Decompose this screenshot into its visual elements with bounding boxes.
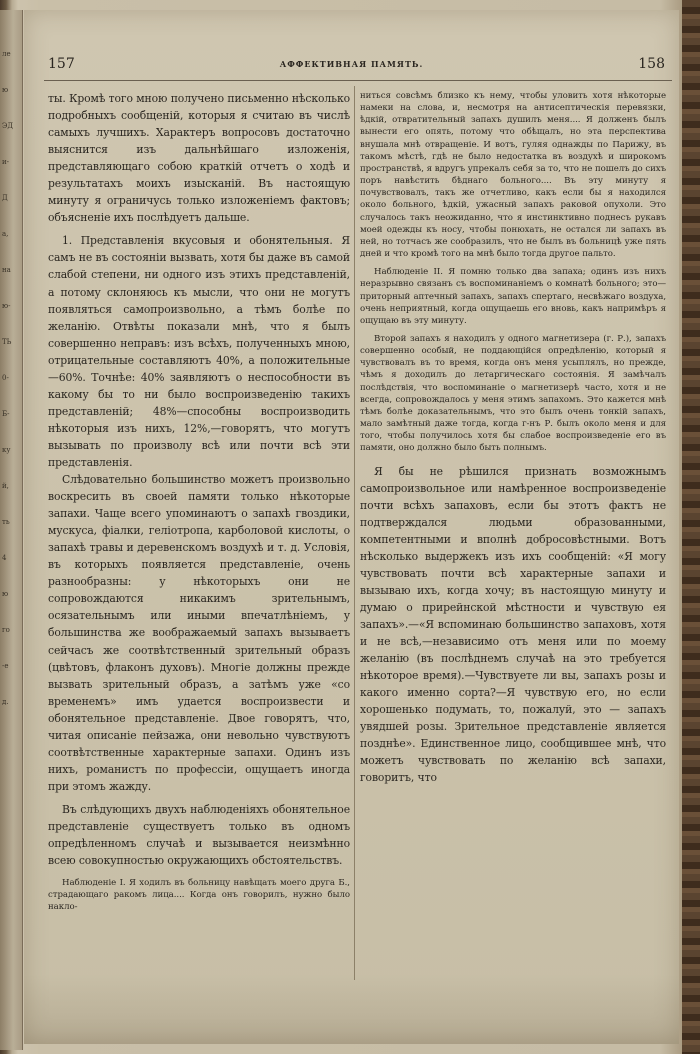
paragraph: ты. Кромѣ того мною получено письменно нѣсколько подробныхъ сообщеній, которыя я считаю въ числѣ самыхъ лучшихъ. Характеръ вопросовъ достаточно выяснится изъ дальнѣйшаго изложенія, представляющаго собою краткій отчетъ о ходѣ и результатахъ моихъ изысканій. Въ настоящую минуту я ограничусь только изложеніемъ фактовъ; объясненіе ихъ послѣдуетъ дальше. (48, 92, 350, 225)
edge-text-fragment: Д (2, 194, 8, 202)
previous-page-edge (0, 10, 23, 1050)
paragraph: Я бы не рѣшился признать возможнымъ самопроизвольное или намѣренное воспроизведеніе почти всѣхъ запаховъ, если бы этотъ фактъ не подтверждался людьми образованными, компетентными и вполнѣ добросовѣстными. Вотъ нѣсколько выдержекъ изъ ихъ сообщеній: «Я могу чувствовать почти всѣ характерные запахи и вызываю ихъ, когда хочу; въ настоящую минуту и думаю о прирейнской мѣстности и чувствую ея запахъ».—«Я вспоминаю большинство запаховъ, хотя и не всѣ,—независимо отъ меня или по моему желанію (въ послѣднемъ случаѣ на это требуется нѣкоторое время).—Чувствуете ли вы, запахъ розы и какого именно сорта?—Я чувствую его, но если хорошенько подумать, то, пожалуй, это — запахъ увядшей розы. Зрительное представленіе является позднѣе». Единственное лицо, сообщившее мнѣ, что можетъ чувствовать по желанію всѣ запахи, говоритъ, что (360, 464, 666, 785)
edge-text-fragment: и- (2, 158, 10, 166)
page-number-right: 158 (638, 56, 665, 72)
paragraph: Въ слѣдующихъ двухъ наблюденіяхъ обонятельное представленіе существуетъ только въ одномъ опредѣленномъ случаѣ и вызывается неизмѣнно всею совокупностью окружающихъ обстоятельствъ. (48, 802, 350, 868)
page-number-left: 157 (48, 56, 75, 72)
paragraph: 1. Представленія вкусовыя и обонятельныя. Я самъ не въ состояніи вызвать, хотя бы даже въ самой слабой степени, ни одного изъ этихъ представленій, а потому склоняюсь къ мысли, что они не могутъ появляться самопроизвольно, а тѣмъ болѣе по желанію. Отвѣты показали мнѣ, что я былъ совершенно неправъ: изъ всѣхъ, полученныхъ мною, отрицательные составляютъ 40%, а положительные—60%. Точнѣе: 40% заявляютъ о неспособности въ какому бы то ни было воспроизведенію такихъ представленій; 48%—способны воспроизводить нѣкоторыя изъ нихъ, 12%,—говорятъ, что могутъ вызывать по произволу всѣ или почти всѣ эти представленія. (48, 234, 350, 469)
book-page (24, 10, 679, 1044)
edge-text-fragment: на (2, 266, 11, 274)
edge-text-fragment: ть (2, 518, 10, 526)
edge-text-fragment: ТЬ (2, 338, 12, 346)
edge-text-fragment: й, (2, 482, 9, 490)
observation-paragraph: Второй запахъ я находилъ у одного магнетизера (г. Р.), запахъ совершенно особый, не поддающійся опредѣленію, который я чувствовалъ въ то время, когда онъ меня усыплялъ, но прежде, чѣмъ я доходилъ до летаргическаго состоянія. Я замѣчалъ послѣдствія, что воспоминаніе о магнетизерѣ часто, хотя и не всегда, сопровождалось у меня этимъ запахомъ. Это кажется мнѣ тѣмъ болѣе доказательнымъ, что это былъ очень тонкій запахъ, мало замѣтный даже тогда, когда г-нъ Р. былъ около меня и для того, чтобы получилось хотя бы слабое воспроизведеніе его въ памяти, оно должно было быть полнымъ. (360, 333, 666, 454)
book-binding-edge (682, 0, 700, 1054)
edge-text-fragment: ю (2, 86, 9, 94)
edge-text-fragment: ле (2, 50, 11, 58)
observation-paragraph: Наблюденіе I. Я ходилъ въ больницу навѣщать моего друга Б., страдающаго ракомъ лица.... Когда онъ говорилъ, нужно было накло- (48, 878, 350, 913)
edge-text-fragment: а, (2, 230, 9, 238)
edge-text-fragment: Б- (2, 410, 10, 418)
edge-text-fragment: ЭД (2, 122, 14, 130)
edge-text-fragment: д. (2, 698, 9, 706)
edge-text-fragment: ку (2, 446, 11, 454)
right-column (360, 90, 666, 786)
observation-paragraph: Наблюденіе II. Я помню только два запаха; одинъ изъ нихъ неразрывно связанъ съ воспоминаніемъ о комнатѣ больного; это—приторный аптечный запахъ, запахъ спертаго, несвѣжаго воздуха, очень неприятный, когда ощущаешь его вновь, какъ напримѣръ я ощущаю въ эту минуту. (360, 267, 666, 326)
header-rule (44, 80, 672, 81)
edge-text-fragment: 0- (2, 374, 9, 382)
observation-paragraph: ниться совсѣмъ близко къ нему, чтобы уловить хотя нѣкоторые намеки на слова, и, несмотря на антисептическія перевязки, ѣдкій, отвратительный запахъ душилъ меня.... Я долженъ былъ вынести его опять, потому что обѣщалъ, но эта перспектива внушала мнѣ отвращеніе. И вотъ, гуляя однажды по Парижу, въ такомъ мѣстѣ, гдѣ не было недостатка въ воздухѣ и широкомъ пространствѣ, я вдругъ упрекалъ себя за то, что не пошелъ до сихъ поръ навѣстить бѣднаго больного.... Въ эту минуту я почувствовалъ, такъ же отчетливо, какъ если бы я находился около больного, ѣдкій, ужасный запахъ раковой опухоли. Это случалось такъ неожиданно, что я инстинктивно поднесъ рукавъ моей одежды къ носу, чтобы понюхать, не остался ли запахъ въ ней, но тотчасъ же сообразилъ, что не былъ въ больницѣ уже пять дней и что кромѣ того на мнѣ было тогда другое пальто. (360, 91, 666, 260)
page-header (24, 56, 679, 76)
page-shadow (24, 974, 679, 1044)
column-divider (354, 86, 355, 980)
running-title: АФФЕКТИВНАЯ ПАМЯТЬ. (279, 59, 424, 69)
edge-text-fragment: ю- (2, 302, 11, 310)
left-column (48, 90, 350, 914)
edge-text-fragment: го (2, 626, 10, 634)
edge-text-fragment: 4 (2, 554, 7, 562)
edge-text-fragment: -е (2, 662, 9, 670)
paragraph: Слѣдовательно большинство можетъ произвольно воскресить въ своей памяти только нѣкоторые запахи. Чаще всего упоминаютъ о запахѣ гвоздики, мускуса, фіалки, геліотропа, карболовой кислоты, о запахѣ травы и деревенскомъ воздухѣ и т. д. Условія, въ которыхъ появляется представленіе, очень разнообразны: у нѣкоторыхъ они не сопровождаются никакимъ зрительнымъ, осязательнымъ или иными впечатлѣніемъ, у большинства же воображаемый запахъ вызываетъ сейчасъ же соотвѣтственный зрительный образъ (цвѣтовъ, флаконъ духовъ). Многіе должны прежде вызвать зрительный образъ, а затѣмъ уже «со временемъ» имъ удается воспроизвести и обонятельное представленіе. Двое говорятъ, что, читая описаніе пейзажа, они невольно чувствуютъ соотвѣтственные характерные запахи. Одинъ изъ нихъ, романистъ по профессіи, ощущаетъ иногда при этомъ жажду. (48, 473, 350, 793)
edge-text-fragment: ю (2, 590, 9, 598)
